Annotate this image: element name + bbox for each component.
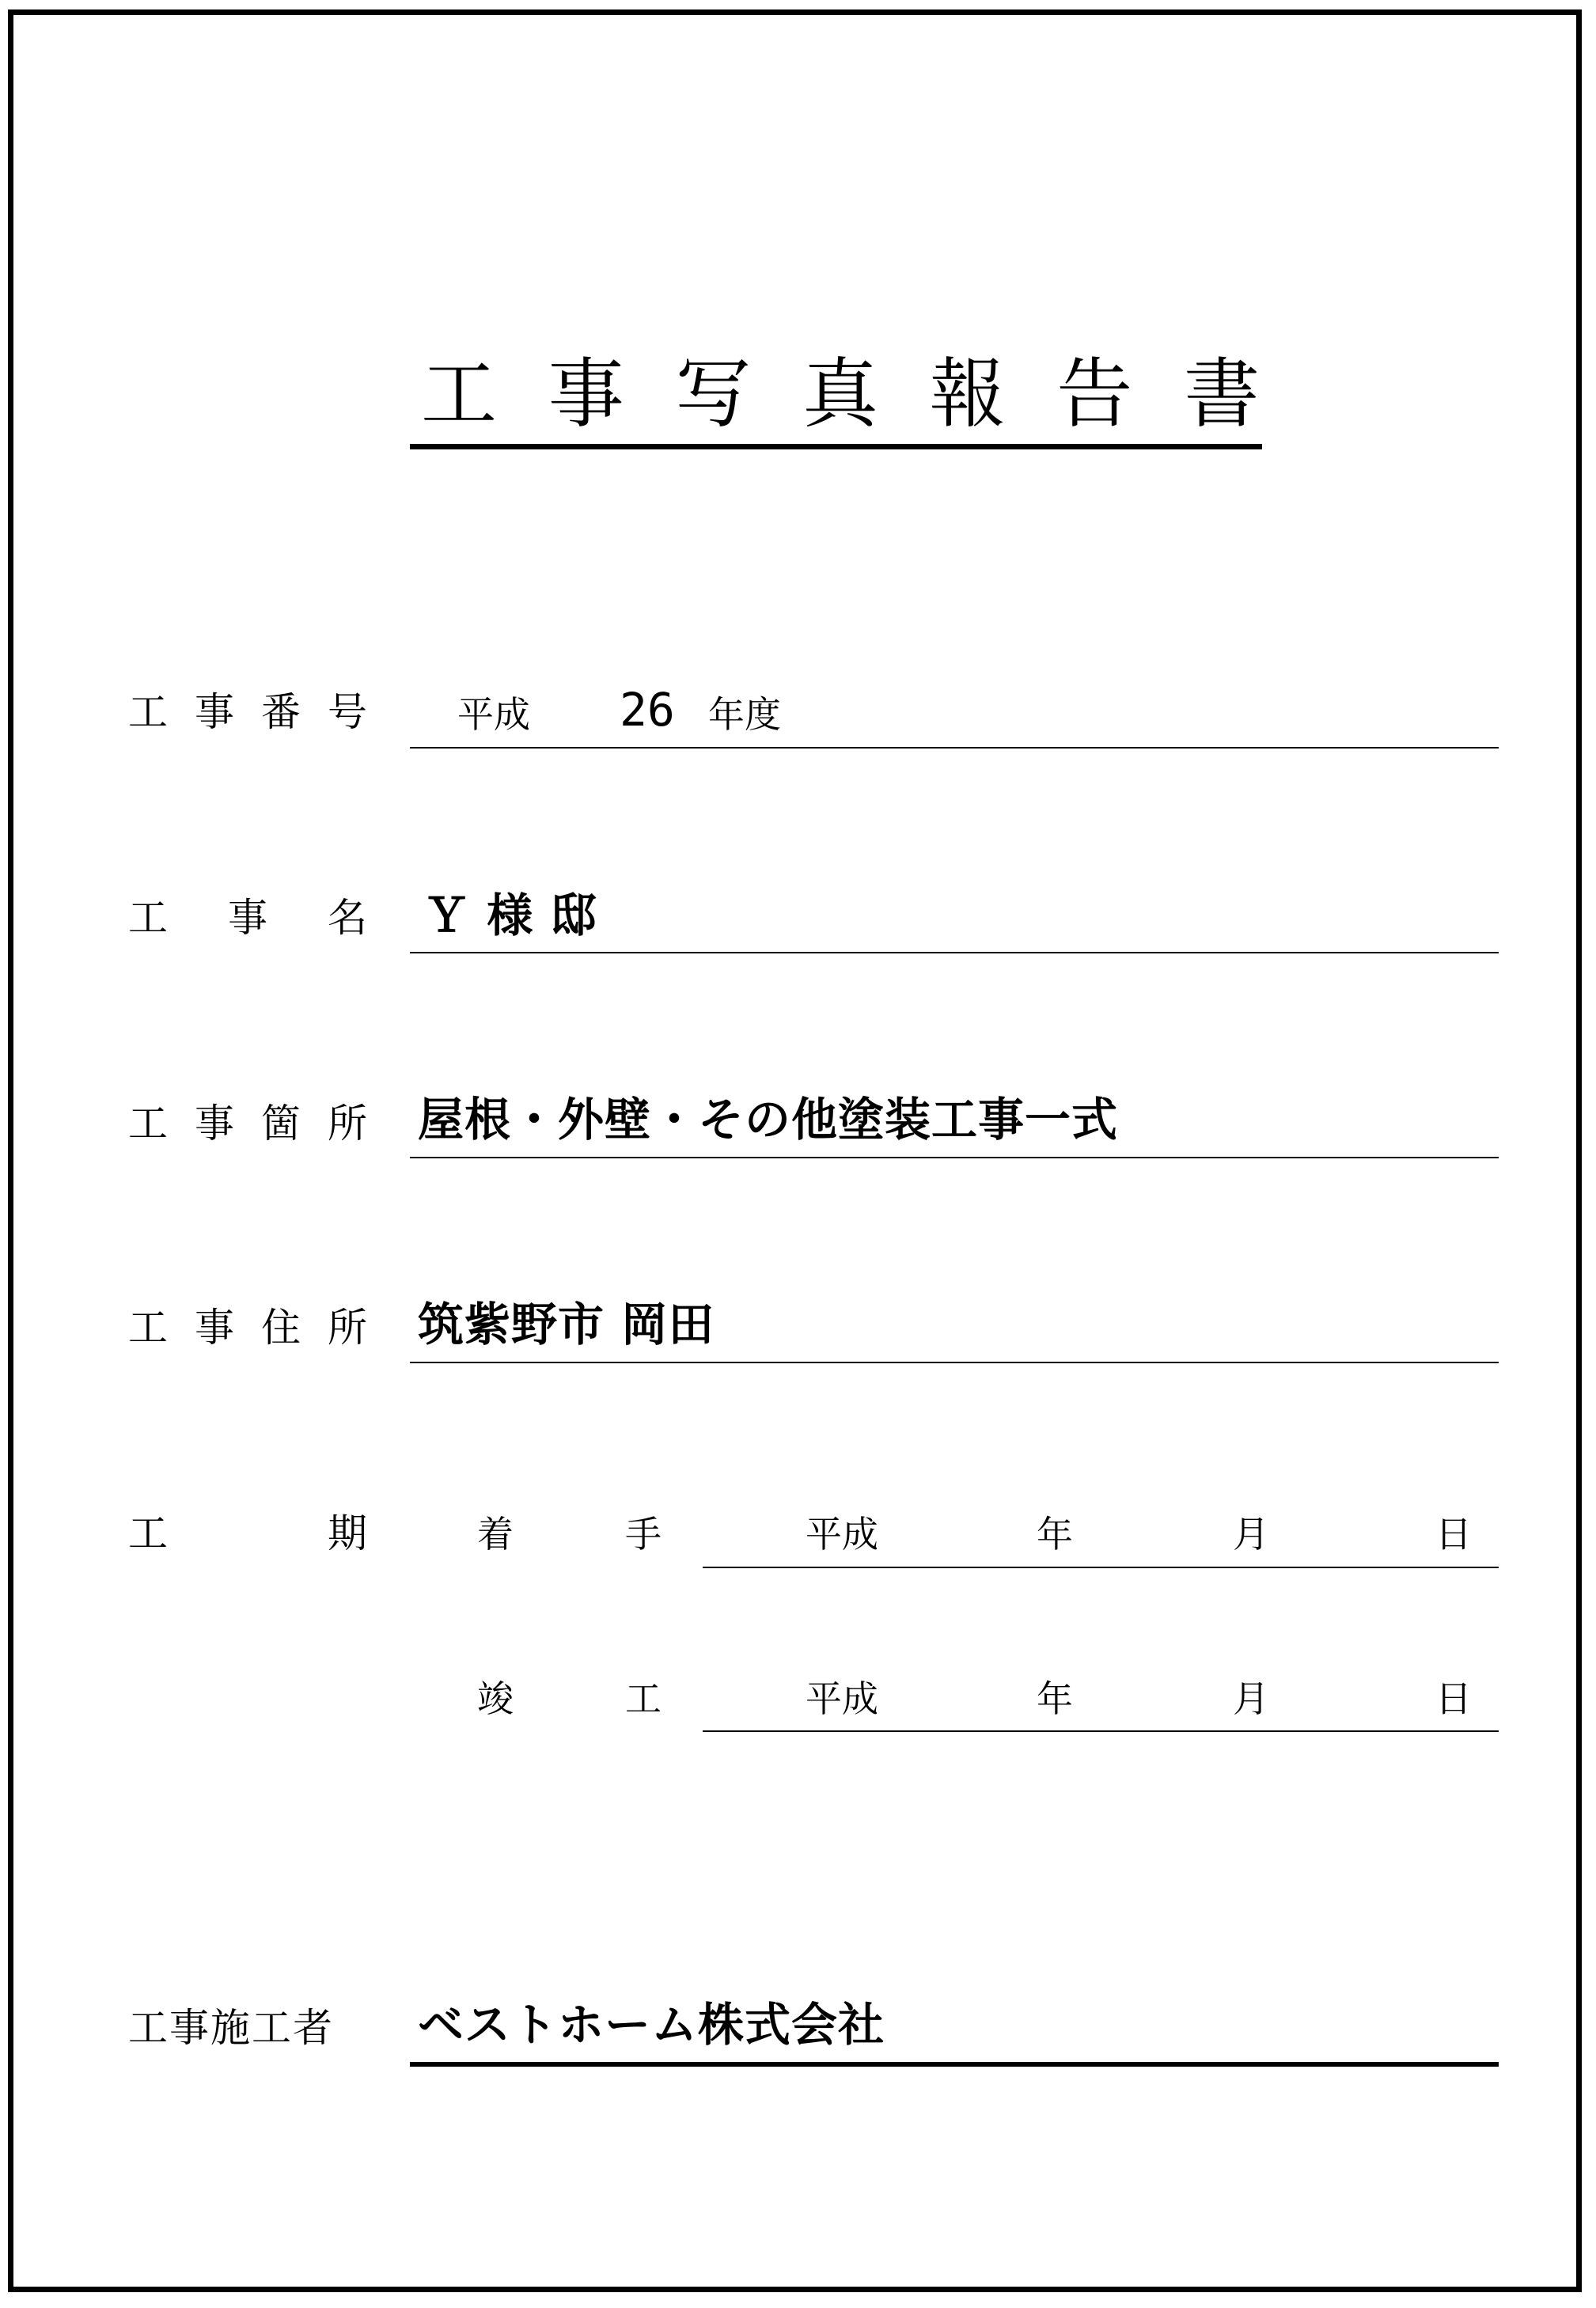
label-work-location: 工 事 箇 所	[128, 1101, 367, 1146]
period-start-era: 平成	[806, 1513, 878, 1556]
label-contractor: 工事施工者	[128, 2005, 334, 2051]
document-title	[421, 350, 1260, 438]
work-location-underline	[410, 1157, 1499, 1158]
period-start-day-unit: 日	[1435, 1513, 1472, 1556]
label-work-number: 工 事 番 号	[128, 689, 367, 735]
period-start-label-2: 手	[625, 1513, 662, 1556]
title-char: 写	[675, 350, 752, 438]
period-start-year-unit: 年	[1037, 1513, 1073, 1556]
work-name-value: Ｙ 様 邸	[423, 889, 597, 942]
contractor-underline	[410, 2062, 1499, 2067]
title-char: 事	[548, 350, 624, 438]
work-number-underline	[410, 747, 1499, 748]
period-end-year-unit: 年	[1037, 1677, 1073, 1720]
work-address-underline	[410, 1362, 1499, 1363]
label-work-name: 工 事 名	[128, 895, 367, 941]
period-start-month-unit: 月	[1233, 1513, 1269, 1556]
work-name-underline	[410, 952, 1499, 953]
title-char: 工	[421, 350, 497, 438]
label-work-period: 工 期	[128, 1510, 367, 1556]
title-char: 書	[1183, 350, 1260, 438]
period-end-label-2: 工	[625, 1677, 662, 1720]
title-char: 告	[1056, 350, 1133, 438]
work-number-year: 26	[620, 683, 675, 737]
contractor-value: ベストホーム株式会社	[418, 1998, 885, 2052]
work-location-value: 屋根・外壁・その他塗装工事一式	[418, 1093, 1119, 1146]
document-border	[8, 9, 1582, 2292]
label-work-address: 工 事 住 所	[128, 1305, 367, 1351]
title-char: 真	[802, 350, 878, 438]
work-number-suffix: 年度	[708, 693, 781, 736]
work-address-value: 筑紫野市 岡田	[418, 1298, 715, 1351]
period-end-era: 平成	[806, 1677, 878, 1720]
period-start-label-1: 着	[477, 1513, 514, 1556]
title-underline	[410, 444, 1262, 449]
period-end-label-1: 竣	[477, 1677, 514, 1720]
work-number-era: 平成	[457, 693, 530, 736]
period-end-underline	[703, 1730, 1499, 1732]
period-end-month-unit: 月	[1233, 1677, 1269, 1720]
period-start-underline	[703, 1567, 1499, 1568]
title-char: 報	[929, 350, 1006, 438]
period-end-day-unit: 日	[1435, 1677, 1472, 1720]
